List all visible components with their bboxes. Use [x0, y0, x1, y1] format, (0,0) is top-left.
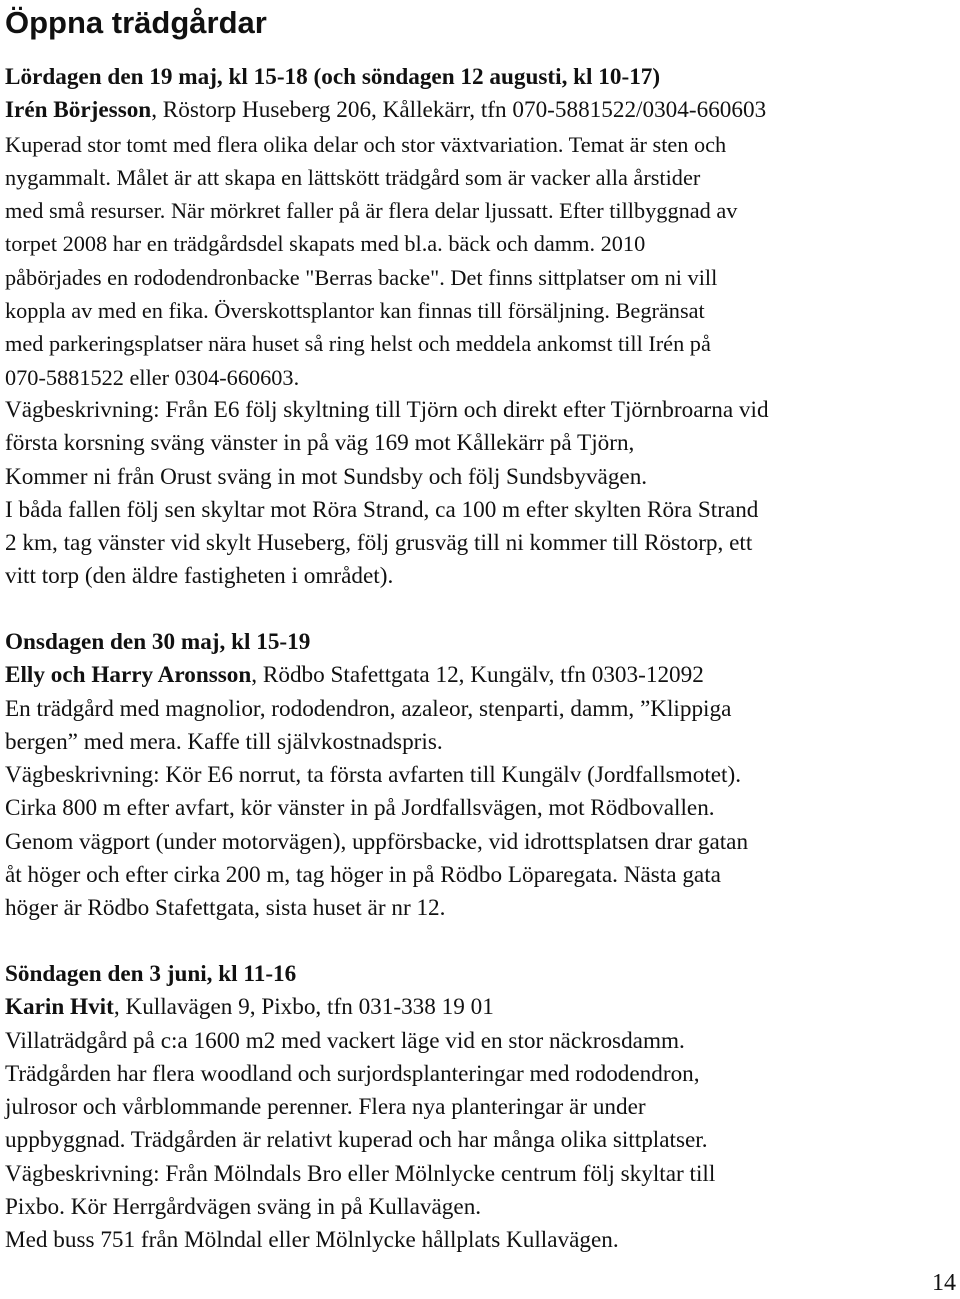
page-number: 14 [932, 1270, 956, 1296]
description-line: nygammalt. Målet är att skapa en lättskött trädgård som är vacker alla årstider [5, 164, 701, 190]
directions-line: Pixbo. Kör Herrgårdvägen sväng in på Kullavägen. [5, 1194, 482, 1221]
directions-line: Med buss 751 från Mölndal eller Mölnlycke hållplats Kullavägen. [5, 1227, 619, 1254]
directions-line: Vägbeskrivning: Kör E6 norrut, ta första avfarten till Kungälv (Jordfallsmotet). [5, 762, 742, 789]
directions-line: första korsning sväng vänster in på väg 169 mot Kållekärr på Tjörn, [5, 430, 635, 457]
host-details: , Kullavägen 9, Pixbo, tfn 031-338 19 01 [113, 994, 494, 1021]
directions-line: Genom vägport (under motorvägen), uppförsbacke, vid idrottsplatsen drar gatan [5, 828, 749, 855]
description-line: koppla av med en fika. Överskottsplantor kan finnas till försäljning. Begränsat [5, 298, 705, 324]
directions-line: Vägbeskrivning: Från Mölndals Bro eller Mölnlycke centrum följ skyltar till [5, 1160, 716, 1187]
directions-line: I båda fallen följ sen skyltar mot Röra Strand, ca 100 m efter skylten Röra Strand [5, 496, 759, 523]
description-line: med parkeringsplatser nära huset så ring helst och meddela ankomst till Irén på [5, 331, 711, 357]
entry-date-heading: Onsdagen den 30 maj, kl 15-19 [5, 629, 311, 655]
directions-line: Kommer ni från Orust sväng in mot Sundsby och följ Sundsbyvägen. [5, 463, 648, 490]
page-title: Öppna trädgårdar [5, 5, 267, 40]
directions-line: Vägbeskrivning: Från E6 följ skyltning till Tjörn och direkt efter Tjörnbroarna vid [5, 396, 769, 423]
description-line: julrosor och vårblommande perenner. Flera nya planteringar är under [5, 1094, 646, 1121]
entry-date-heading: Söndagen den 3 juni, kl 11-16 [5, 961, 297, 987]
description-line: Kuperad stor tomt med flera olika delar och stor växtvariation. Temat är sten och [5, 131, 727, 157]
description-line: 070-5881522 eller 0304-660603. [5, 364, 300, 390]
garden-entry-aronsson [5, 626, 955, 926]
host-details: , Röstorp Huseberg 206, Kållekärr, tfn 070-5881522/0304-660603 [151, 97, 767, 124]
garden-entry-borjesson [5, 61, 955, 594]
description-line: Villaträdgård på c:a 1600 m2 med vackert läge vid en stor näckrosdamm. [5, 1027, 685, 1054]
entry-host-line [5, 94, 955, 127]
entry-host-line [5, 659, 955, 692]
directions-line: Cirka 800 m efter avfart, kör vänster in på Jordfallsvägen, mot Rödbovallen. [5, 795, 715, 822]
garden-entry-hvit [5, 958, 955, 1258]
description-line: uppbyggnad. Trädgården är relativt kuperad och har många olika sittplatser. [5, 1127, 708, 1154]
description-line: En trädgård med magnolior, rododendron, azaleor, stenparti, damm, ”Klippiga [5, 695, 732, 722]
host-details: , Rödbo Stafettgata 12, Kungälv, tfn 0303-12092 [251, 662, 704, 689]
directions-line: 2 km, tag vänster vid skylt Huseberg, följ grusväg till ni kommer till Röstorp, ett [5, 530, 753, 557]
host-name: Karin Hvit [5, 994, 114, 1021]
description-line: Trädgården har flera woodland och surjordsplanteringar med rododendron, [5, 1060, 700, 1087]
directions-line: vitt torp (den äldre fastigheten i området). [5, 563, 394, 590]
description-line: torpet 2008 har en trädgårdsdel skapats med bl.a. bäck och damm. 2010 [5, 231, 646, 257]
description-line: bergen” med mera. Kaffe till självkostnadspris. [5, 728, 443, 755]
entry-date-heading: Lördagen den 19 maj, kl 15-18 (och söndagen 12 augusti, kl 10-17) [5, 64, 661, 90]
host-name: Irén Börjesson [5, 97, 152, 124]
description-line: påbörjades en rododendronbacke "Berras backe". Det finns sittplatser om ni vill [5, 264, 718, 290]
host-name: Elly och Harry Aronsson [5, 662, 252, 689]
entry-host-line [5, 991, 955, 1024]
directions-line: höger är Rödbo Stafettgata, sista huset är nr 12. [5, 895, 446, 922]
directions-line: åt höger och efter cirka 200 m, tag höger in på Rödbo Löparegata. Nästa gata [5, 862, 721, 889]
description-line: med små resurser. När mörkret faller på är flera delar ljussatt. Efter tillbyggnad av [5, 198, 738, 224]
